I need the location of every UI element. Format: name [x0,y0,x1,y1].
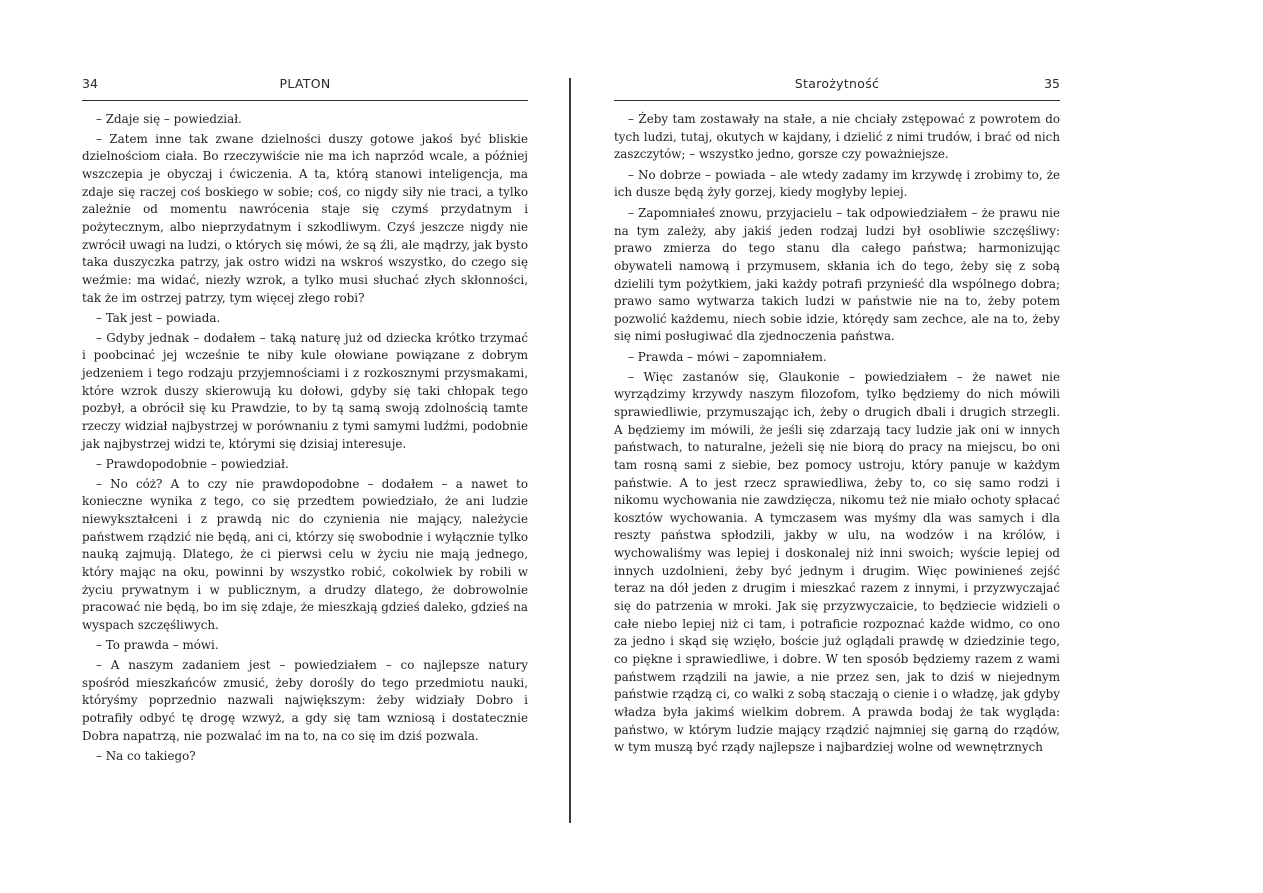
left-page-header [82,76,528,96]
right-page [614,76,1060,760]
paragraph: – Zatem inne tak zwane dzielności duszy gotowe jakoś być bliskie dzielnościom ciała. Bo rzeczywiście nie ma ich naprzód wcale, a później wszczepia je obyczaj i ćwiczenia. A ta, którą stanowi inteligencja, ma zdaje się raczej coś boskiego w sobie; coś, co nigdy siły nie traci, a tylko zależnie od momentu nawrócenia staje się czymś przydatnym i pożytecznym, albo nieprzydatnym i szkodliwym. Czyś jeszcze nigdy nie zwrócił uwagi na ludzi, o których się mówi, że są źli, ale mądrzy, jak bysto taka duszyczka patrzy, jak ostro widzi na wskroś wszystko, do czego się weźmie: ma widać, niezły wzrok, a tylko musi słuchać złych skłonności, tak że im ostrzej patrzy, tym więcej złego robi? [82,131,528,305]
paragraph: – No dobrze – powiada – ale wtedy zadamy im krzywdę i zrobimy to, że ich dusze będą żyły gorzej, kiedy mogłyby lepiej. [614,167,1060,200]
right-page-body [614,111,1060,757]
paragraph: – Zdaje się – powiedział. [96,112,242,126]
paragraph: – Prawdopodobnie – powiedział. [96,457,289,472]
left-page-body [82,111,528,766]
paragraph: – To prawda – mówi. [96,638,219,653]
right-page-number: 35 [1044,76,1060,91]
paragraph: – Zapomniałeś znowu, przyjacielu – tak odpowiedziałem – że prawu nie na tym zależy, aby jakiś jeden rodzaj ludzi był osobliwie szczęśliwy: prawo zmierza do tego stanu dla całego państwa; harmonizując obywateli namową i przymusem, skłania ich do tego, żeby się z sobą dzielili tym pożytkiem, jaki każdy potrafi przynieść dla wspólnego dobra; prawo samo wytwarza takich ludzi w państwie nie na to, żeby potem pozwolić każdemu, niech sobie idzie, którędy sam zechce, ale na to, żeby się nimi posługiwać dla zjednoczenia państwa. [614,205,1060,344]
paragraph: – A naszym zadaniem jest – powiedziałem – co najlepsze natury spośród mieszkańców zmusić, żeby dorośly do tego przedmiotu nauki, któryśmy poprzednio nazwali największym: żeby widziały Dobro i potrafiły odbyć tę drogę wzwyż, a gdy się tam wzniosą i dostatecznie Dobra napatrzą, nie pozwalać im na to, na co się im dziś pozwala. [82,658,528,743]
left-page-number: 34 [82,76,98,91]
left-header-rule [82,100,528,101]
paragraph: – No cóż? A to czy nie prawdopodobne – dodałem – a nawet to konieczne wynika z tego, co się przedtem powiedziało, że ani ludzie niewykształceni i z prawdą nic do czynienia nie mający, należycie państwem rządzić nie będą, ani ci, którzy się swobodnie i wyłącznie tylko nauką zajmują. Dlatego, że ci pierwsi celu w życiu nie mają jednego, który mając na oku, powinni by wszystko robić, cokolwiek by robili w życiu prywatnym i w publicznym, a drudzy dlatego, że dobrowolnie pracować nie będą, bo im się zdaje, że mieszkają gdzieś daleko, gdzieś na wyspach szczęśliwych. [82,476,528,632]
left-page [82,76,528,768]
paragraph: – Żeby tam zostawały na stałe, a nie chciały zstępować z powrotem do tych ludzi, tutaj, okutych w kajdany, i dzielić z nimi trudów, i brać od nich zaszczytów; – wszystko jedno, gorsze czy poważniejsze. [614,112,1060,162]
paragraph: – Tak jest – powiada. [96,311,221,326]
paragraph: – Prawda – mówi – zapomniałem. [628,349,827,364]
right-page-header [614,76,1060,96]
paragraph: – Gdyby jednak – dodałem – taką naturę już od dziecka krótko trzymać i poobcinać jej wcześnie te niby kule ołowiane powiązane z dobrym jedzeniem i tego rodzaju przyjemnościami i z rozkosznymi przysmakami, które wzrok duszy skierowują ku dołowi, gdyby się taki chłopak tego pozbył, a obrócił się ku Prawdzie, to by tą samą swoją zdolnością tamte rzeczy widział najbystrzej w porównaniu z tymi samymi ludźmi, podobnie jak najbystrzej widzi te, którymi się dzisiaj interesuje. [82,330,528,451]
right-header-rule [614,100,1060,101]
left-running-head: PLATON [279,76,331,91]
paragraph: – Na co takiego? [96,749,196,764]
paragraph: – Więc zastanów się, Glaukonie – powiedziałem – że nawet nie wyrządzimy krzywdy naszym filozofom, tylko będziemy do nich mówili sprawiedliwie, przymuszając ich, żeby o drugich dbali i drugich strzegli. A będziemy im mówili, że jeśli się zdarzają tacy ludzie jak oni w innych państwach, to naturalne, jeżeli się nie biorą do pracy na miejscu, bo oni tam rosną sami z siebie, bez pomocy ustroju, który panuje w każdym państwie. A to jest rzecz sprawiedliwa, żeby to, co się samo rodzi i nikomu wychowania nie zawdzięcza, nikomu też nie miało ochoty spłacać kosztów wychowania. A tymczasem was myśmy dla was samych i dla reszty państwa spłodzili, jakby w ulu, na wodzów i na królów, i wychowaliśmy was lepiej i doskonalej niż inni swoich; wyście lepiej od innych uzdolnieni, żeby być jednym i drugim. Więc powinieneś zejść teraz na dół jeden z drugim i mieszkać razem z innymi, i przyzwyczajać się do patrzenia w mroki. Jak się przyzwyczaicie, to będziecie widzieli o całe niebo lepiej niż ci tam, i potraficie rozpoznać każde widmo, co ono za jedno i skąd się wzięło, boście już oglądali prawdę w dziedzinie tego, co piękne i sprawiedliwe, i dobre. W ten sposób będziemy razem z wami państwem rządzili na jawie, a nie przez sen, jak to dziś w niejednym państwie rządzą ci, co walki z sobą staczają o cienie i o władzę, jak gdyby władza była jakimś wielkim dobrem. A prawda bodaj że tak wygląda: państwo, w którym ludzie mający rządzić najmniej się garną do rządów, w tym muszą być rządy najlepsze i najbardziej wolne od wewnętrznych [614,369,1060,755]
book-gutter [569,78,571,823]
right-running-head: Starożytność [794,76,880,91]
